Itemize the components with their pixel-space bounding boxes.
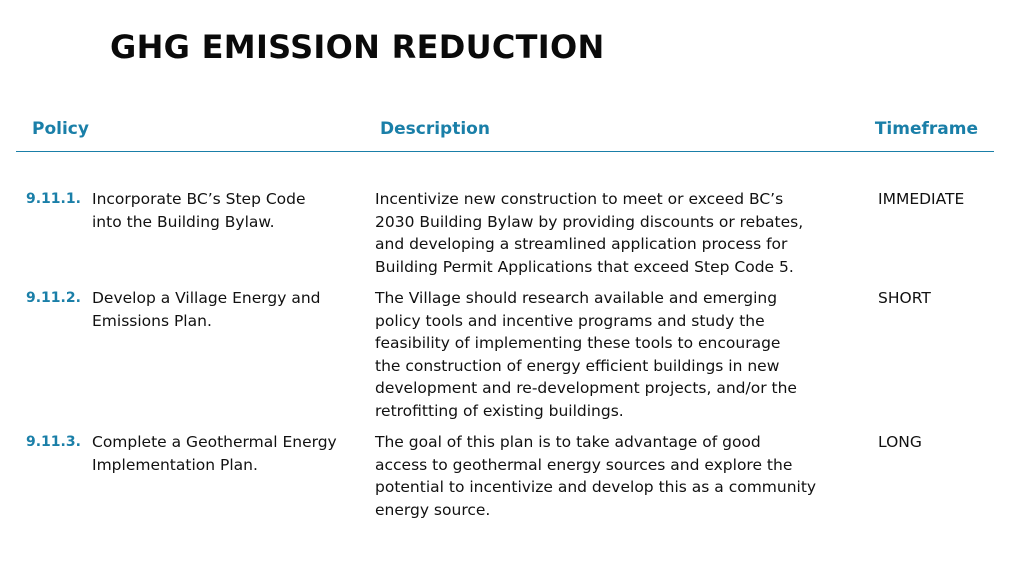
timeframe-value: SHORT bbox=[878, 289, 931, 307]
policy-text bbox=[92, 431, 367, 476]
policy-text bbox=[92, 287, 367, 332]
description-line: the construction of energy efficient buildings in new bbox=[375, 356, 780, 375]
description-text bbox=[375, 287, 855, 422]
policy-line: Implementation Plan. bbox=[92, 455, 258, 474]
description-line: development and re-development projects, and/or the bbox=[375, 379, 797, 397]
timeframe-value: LONG bbox=[878, 433, 922, 451]
description-line: potential to incentivize and develop this as a community bbox=[375, 478, 817, 496]
header-divider bbox=[16, 151, 994, 152]
page-title: GHG EMISSION REDUCTION bbox=[110, 28, 605, 66]
description-text bbox=[375, 188, 855, 278]
description-line: The goal of this plan is to take advantage of good bbox=[375, 433, 761, 451]
policy-number: 9.11.2. bbox=[26, 290, 81, 306]
policy-line: Emissions Plan. bbox=[92, 311, 212, 330]
column-header-timeframe: Timeframe bbox=[874, 119, 978, 139]
policy-line: into the Building Bylaw. bbox=[92, 212, 275, 231]
description-text bbox=[375, 431, 855, 521]
policy-line: Complete a Geothermal Energy bbox=[92, 433, 337, 451]
description-line: retrofitting of existing buildings. bbox=[375, 401, 624, 420]
policy-number: 9.11.3. bbox=[26, 434, 81, 450]
policy-number: 9.11.1. bbox=[26, 191, 81, 207]
policy-line: Incorporate BC’s Step Code bbox=[92, 190, 306, 208]
description-line: and developing a streamlined application process for bbox=[375, 235, 788, 253]
policy-text bbox=[92, 188, 367, 233]
description-line: The Village should research available and emerging bbox=[375, 289, 778, 307]
description-line: access to geothermal energy sources and explore the bbox=[375, 455, 793, 474]
column-header-policy: Policy bbox=[32, 119, 89, 139]
column-header-description: Description bbox=[380, 119, 490, 139]
policy-line: Develop a Village Energy and bbox=[92, 289, 321, 307]
description-line: 2030 Building Bylaw by providing discounts or rebates, bbox=[375, 212, 804, 231]
timeframe-value: IMMEDIATE bbox=[878, 190, 965, 208]
description-line: Building Permit Applications that exceed Step Code 5. bbox=[375, 257, 794, 276]
description-line: policy tools and incentive programs and study the bbox=[375, 311, 765, 330]
description-line: Incentivize new construction to meet or exceed BC’s bbox=[375, 190, 784, 208]
description-line: feasibility of implementing these tools to encourage bbox=[375, 334, 781, 352]
description-line: energy source. bbox=[375, 500, 491, 519]
